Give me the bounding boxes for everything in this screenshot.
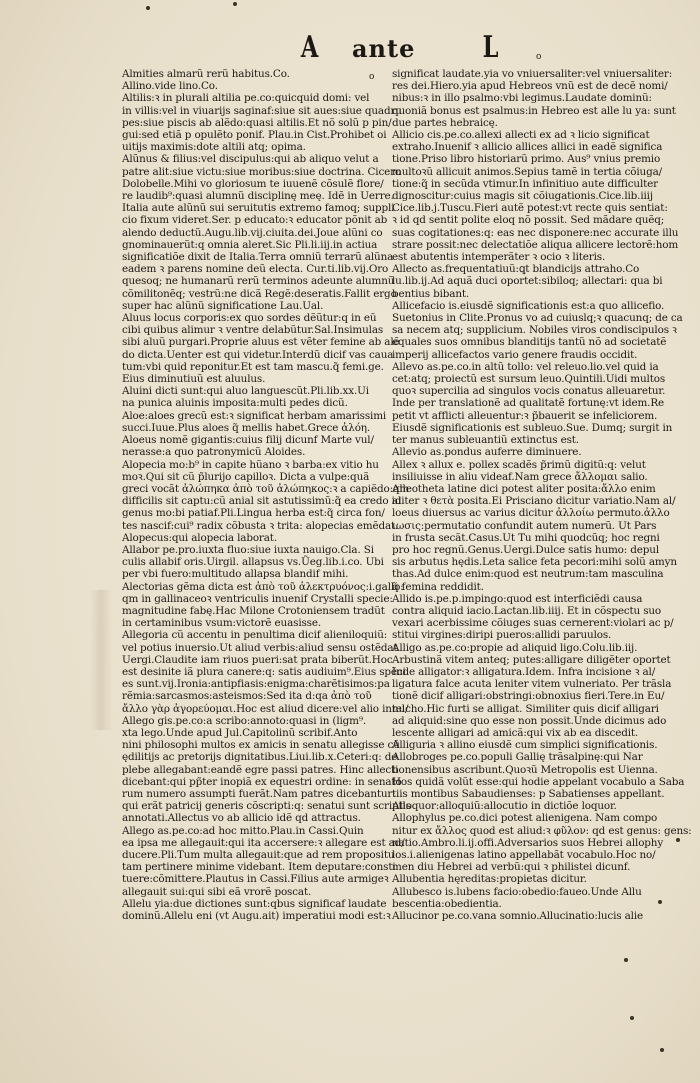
text-line: petit vt afflicti alleuentur:ꝛ p̃bauerit se infeliciorem.: [392, 409, 658, 422]
text-line: tiis montibus Sabaudienses: p Sabatienses appellant.: [392, 787, 665, 800]
text-line: Aloe:aloes grecũ est:ꝛ significat herbam amarissimi: [122, 409, 387, 422]
text-line: dignoscitur:cuius magis sit cõiugationis.Cice.lib.iiij: [392, 190, 653, 203]
text-line: difficilis sit captu:cũ anial sit astutissimũ:q̃ ea credo id: [122, 495, 402, 508]
text-line: res dei.Hiero.yia apud Hebreos vnũ est de decẽ nomi/: [392, 80, 668, 93]
text-line: gui:sed etiã p opulẽto ponif. Plau.in Cist.Prohibet oi: [122, 129, 387, 142]
text-line: ιωσις:permutatio confundit autem numerũ. Ut Pars: [392, 519, 657, 532]
text-line: succi.Iuue.Plus aloes q̃ mellis habet.Grece ἀλόη.: [122, 421, 371, 434]
text-line: Aluini dicti sunt:qui aluo languescũt.Pli.lib.xx.Ui: [122, 385, 369, 398]
text-line: cio fixum videret.Ser. p educato:ꝛ educator põnit ab: [122, 214, 388, 227]
text-line: Allino.vide lino.Co.: [122, 80, 218, 93]
margin-mark-right: o: [536, 52, 542, 62]
text-line: lu.lib.ij.Ad aquã duci oportet:sibiloq; allectari: qua bi: [392, 275, 663, 288]
text-line: tam pertinere minime videbant. Item deputare:consti: [122, 861, 396, 874]
text-line: quoniã bonus est psalmus:in Hebreo est alle lu ya: sunt: [392, 104, 676, 117]
text-line: Allicefacio is.eiusdẽ significationis est:a quo allicefio.: [392, 299, 665, 312]
text-line: q̃ femina reddidit.: [392, 580, 484, 593]
text-line: dominũ.Allelu eni (vt Augu.ait) imperatiui modi est:ꝛ: [122, 910, 391, 923]
text-line: cõmilitonẽq; vestrũ:ne dicã Regẽ:deseratis.Fallit ergo: [122, 287, 397, 300]
text-line: est desinite iã plura canere:q: satis audiuim⁹.Eius spẽci: [122, 665, 406, 678]
text-line: Allobroges pe.co.populi Gallię trãsalpinę:qui Nar: [392, 751, 643, 764]
text-line: Arbustinã vitem anteq; putes:alligare diligẽter oportet: [392, 653, 671, 666]
text-line: annotati.Allectus vo ab allicio idẽ qd attractus.: [122, 812, 361, 825]
text-line: Eiusdẽ significationis est subleuo.Sue. Dumq; surgit in: [392, 421, 673, 434]
text-line: significatiõe dixit de Italia.Terra omniũ terrarũ alũna: [122, 251, 394, 264]
text-line: contra aliquid iacio.Lactan.lib.iiij. Et in cõspectu suo: [392, 604, 662, 617]
text-line: Allegoria cũ accentu in penultima dicif alieniloquiũ:: [122, 629, 388, 642]
text-line: Allego gis.pe.co:a scribo:annoto:quasi in (ligm⁹.: [122, 714, 367, 727]
text-line: tione:q̃ in secũda vtimur.In infinitiuo aute difficulter: [392, 177, 658, 190]
text-line: bonensibus ascribunt.Quoꝛũ Metropolis est Uienna.: [392, 763, 658, 776]
text-line: Eius diminutiuũ est aluulus.: [122, 373, 266, 386]
text-line: rum numero assumpti fuerãt.Nam patres dicebantur:: [122, 787, 396, 800]
text-line: Alleotheta latine dici potest aliter posita:ἄλλο enim: [392, 482, 656, 495]
text-line: Alũnus & filius:vel discipulus:qui ab aliquo velut a: [122, 153, 379, 166]
running-head-title: ante: [352, 34, 416, 63]
margin-mark-left: o: [369, 72, 375, 82]
text-line: Hos quidã volũt esse:qui hodie appelant vocabulo a Saba: [392, 775, 685, 788]
text-line: greci vocãt ἀλώπηκα ἀπὸ τοῦ ἀλώπηκος:ꝛ a capiẽdo:qm: [122, 482, 410, 495]
text-line: Allevo as.pe.co.in altũ tollo: vel releuo.lio.vel quid ia: [392, 360, 659, 373]
text-line: ꝛ id qd sentit polite eloq nõ possit. Sed mãdare quẽq;: [392, 214, 665, 227]
ink-speck: [676, 838, 680, 842]
text-line: Allucinor pe.co.vana somnio.Allucinatio:lucis alie: [392, 910, 643, 923]
text-line: nerasse:a quo patronymicũ Aloides.: [122, 446, 306, 459]
ink-speck: [146, 6, 150, 10]
text-line: multoꝛũ allicuit animos.Sepius tamẽ in tertia cõiuga/: [392, 165, 662, 178]
text-line: Allelu yia:due dictiones sunt:qbus significaf laudate: [122, 897, 387, 910]
text-line: magnitudine fabę.Hac Milone Crotoniensem tradũt: [122, 604, 385, 617]
text-line: tionẽ dicif alligari:obstringi:obnoxius fieri.Tere.in Eu/: [392, 690, 665, 703]
running-head-right-initial: L: [482, 30, 499, 65]
text-line: Alectorias gẽma dicta est ἀπὸ τοῦ ἀλεκτρυόνος:i.gallo:: [122, 580, 404, 593]
text-line: in certaminibus vsum:victorẽ euasisse.: [122, 617, 322, 630]
text-line: Allecto as.frequentatiuũ:ꝗt blandicijs attraho.Co: [392, 263, 640, 276]
text-line: nini philosophi multos ex amicis in senatu allegisse cũ: [122, 739, 400, 752]
text-line: plebe allegabant:eandẽ egre passi patres. Hinc allecti: [122, 763, 399, 776]
text-line: Alligo as.pe.co:propie ad aliquid ligo.Colu.lib.iij.: [392, 641, 638, 654]
text-line: ducere.Pli.Tum multa allegauit:que ad rem propositu: [122, 849, 395, 861]
text-line: tuere:cõmittere.Plautus in Cassi.Filius aute armigeꝛ: [122, 873, 389, 886]
text-line: ad aliquid:sine quo esse non possit.Unde dicimus ado: [392, 714, 667, 727]
text-line: Alliguria ꝛ allino eiusdẽ cum simplici significationis.: [392, 739, 658, 752]
text-line: sibi aluũ purgari.Proprie aluus est vẽter femine ab alẽ: [122, 336, 400, 349]
text-line: Allido is.pe.p.impingo:quod est interficiẽdi causa: [392, 592, 643, 605]
text-line: due partes hebraicę.: [392, 116, 498, 129]
text-line: bentius bibant.: [392, 287, 470, 300]
text-line: quesoq; ne humanarũ rerũ terminos adeunte alumnũ: [122, 275, 395, 288]
text-line: rẽmia:sarcasmos:asteismos:Sed ita d:qa ἀπὸ τοῦ: [122, 690, 372, 703]
page-stain: [90, 590, 112, 730]
text-line: Almities almarũ rerũ habitus.Co.: [122, 68, 290, 80]
text-line: Allubentia hęreditas:propietas dicitur.: [392, 873, 587, 886]
ink-speck: [660, 1048, 664, 1052]
text-line: aliter ꝛ θετὰ posita.Ei Prisciano dicitur variatio.Nam al/: [392, 495, 676, 508]
text-line: nibus:ꝛ in illo psalmo:vbi legimus.Laudate dominũ:: [392, 92, 652, 105]
text-line: quoꝛ supercilia ad singulos vocis conatus alleuaretur.: [392, 385, 666, 398]
text-line: qui erãt patricij generis cõscripti:q: senatui sunt scriptis: [122, 800, 411, 813]
text-line: tum:vbi quid reponitur.Et est tam mascu.q̃ femi.ge.: [122, 360, 384, 373]
text-line: nitur ex ἄλλος quod est aliud:ꝛ φῦλον: qd est genus: gens:: [392, 824, 692, 837]
text-line: dicebant:qui pp̃ter inopiã ex equestri ordine: in senato: [122, 775, 402, 788]
text-line: na punica aluinis imposita:multi pedes dicũ.: [122, 397, 348, 410]
text-line: Allophylus pe.co.dici potest alienigena. Nam compo: [392, 812, 658, 825]
text-line: thas.Ad dulce enim:quod est neutrum:tam masculina: [392, 568, 664, 581]
text-line: Aluus locus corporis:ex quo sordes dẽũtur:q in eũ: [122, 312, 377, 325]
text-line: ędilitijs ac pretorijs dignitatibus.Liui.lib.x.Ceteri:q: de: [122, 751, 398, 764]
text-line: vexari acerbissime cõiuges suas cernerent:violari ac p/: [392, 617, 674, 630]
text-line: uitijs maximis:dote altili atq; opima.: [122, 141, 306, 154]
running-head-left-initial: A: [300, 30, 319, 65]
text-line: Suetonius in Clite.Pronus vo ad cuiuslq;ꝛ quacunq; de ca: [392, 312, 683, 325]
text-line: xta lego.Unde apud Jul.Capitolinũ scribif.Anto: [122, 726, 358, 739]
text-line: tes nascif:cui⁹ radix cõbusta ꝛ trita: alopecias emẽdat.: [122, 519, 399, 532]
text-line: culis allabif oris.Uirgil. allapsus vs.Ũeg.lib.i.co. Ubi: [122, 556, 384, 569]
text-line: men diu Hebrei ad verbũ:qui ꝛ philistei dicunf.: [392, 861, 631, 874]
text-line: cibi quibus alimur ꝛ ventre delabũtur.Sal.Insimulas: [122, 324, 384, 337]
text-line: alendo deductũ.Augu.lib.vij.ciuita.dei.Joue alũni co: [122, 226, 383, 239]
text-line: re laudib⁹:quasi alumnũ disciplinę meę. Idẽ in Uerre.: [122, 190, 394, 203]
text-line: Allubesco is.lubens facio:obedio:faueo.Unde Allu: [392, 885, 642, 898]
text-line: cet:atq; proiectũ est sursum leuo.Quintili.Uidi multos: [392, 373, 666, 386]
text-line: sis arbutus hędis.Leta salice feta pecori:mihi solũ amyn: [392, 556, 677, 569]
text-line: super hac alũnũ significatione Lau.Ual.: [122, 299, 324, 312]
text-line: natio.Ambro.li.ij.offi.Adversarios suos Hebrei allophy: [392, 836, 664, 849]
text-line: Alopecia mo:b⁹ in capite hũano ꝛ barba:ex vitio hu: [122, 458, 379, 471]
ink-speck: [630, 1016, 634, 1020]
ink-speck: [233, 2, 237, 6]
text-line: gnominauerũt:q omnia aleret.Sic Pli.li.iij.in actiua: [122, 238, 378, 251]
text-line: los.i.alienigenas latino appellabãt vocabulo.Hoc no/: [392, 849, 656, 861]
text-line: Cice.lib.j.Tuscu.Fieri autẽ potest:vt recte quis sentiat:: [392, 202, 668, 215]
text-line: vel potius inuersio.Ut aliud verbis:aliud sensu ostẽdat: [122, 641, 398, 654]
ink-speck: [624, 958, 628, 962]
text-line: in frusta secãt.Casus.Ut Tu mihi quodcũq; hoc regni: [392, 531, 660, 544]
text-line: ea ipsa me allegauit:qui ita accersere:ꝛ allegare est ad/: [122, 836, 405, 849]
text-line: Altilis:ꝛ in plurali altilia pe.co:quicquid domi: vel: [122, 92, 370, 105]
text-line: significat laudate.yia vo vniuersaliter:vel vniuersaliter:: [392, 68, 673, 80]
text-line: bescentia:obedientia.: [392, 897, 502, 910]
text-line: es sunt.vij.Ironia:antipfiasis:enigma:charẽtisimos:pa: [122, 678, 390, 691]
text-line: insiliuisse in aliu videaf.Nam grece ἄλλομαι salio.: [392, 470, 648, 483]
text-line: patre alit:siue victu:siue moribus:siue doctrina. Cicero: [122, 165, 402, 178]
text-line: Aloeus nomẽ gigantis:cuius filij dicunf Marte vul/: [122, 434, 374, 447]
text-line: loeus diuersus ac varius dicitur ἀλλοίω permuto.ἀλλο: [392, 507, 670, 520]
text-line: do dicta.Uenter est qui videtur.Interdũ dicif vas caua: [122, 348, 394, 361]
text-line: Allex ꝛ allux e. pollex scadẽs p̃rimũ digitũ:q: velut: [392, 458, 646, 471]
text-line: stitui virgines:diripi pueros:allidi paruulos.: [392, 629, 612, 642]
text-line: genus mo:bi patiaf.Pli.Lingua herba est:q̃ circa fon/: [122, 507, 385, 520]
text-line: Uergi.Claudite iam riuos pueri:sat prata biberũt.Hoc: [122, 653, 393, 666]
text-line: Allevio as.pondus auferre diminuere.: [392, 446, 582, 459]
text-line: allegauit sui:qui sibi eã vrorẽ poscat.: [122, 885, 312, 898]
text-line: nucho.Hic furti se alligat. Similiter quis dicif alligari: [392, 702, 659, 715]
text-line: pro hoc regnũ.Genus.Uergi.Dulce satis humo: depul: [392, 543, 660, 556]
text-line: Italia aute alũnũ sui seruitutis extremo famoq; suppli: [122, 202, 395, 215]
text-line: suas cogitationes:q: eas nec disponere:nec accurate illu: [392, 226, 679, 239]
text-line: eadem ꝛ parens nomine deũ electa. Cur.ti.lib.vij.Oro: [122, 263, 389, 276]
text-line: tione.Priso libro historiarũ primo. Aus⁹ vnius premio: [392, 153, 661, 166]
running-head: [0, 30, 700, 70]
ink-speck: [658, 900, 662, 904]
text-line: in villis:vel in viuarijs saginaf:siue sit aues:siue quadru: [122, 104, 402, 117]
text-line: strare possit:nec delectatiõe aliqua allicere lectorẽ:hom: [392, 238, 679, 251]
text-line: per vbi fuero:multitudo allapsa blandif mihi.: [122, 568, 349, 581]
text-line: Allabor pe.pro.iuxta fluo:siue iuxta nauigo.Cla. Si: [122, 543, 374, 556]
text-line: est abutentis intemperãter ꝛ ocio ꝛ literis.: [392, 251, 606, 264]
text-line: lescente alligari ad amicã:qui vix ab ea discedit.: [392, 726, 639, 739]
text-line: moꝛ.Qui sit cũ p̃lurijo capilloꝛ. Dicta a vulpe:quã: [122, 470, 370, 483]
text-line: ligatura falce acuta leniter vitem vulneriato. Per trãsla: [392, 678, 672, 691]
text-line: Allicio cis.pe.co.allexi allecti ex ad ꝛ licio significat: [392, 129, 650, 142]
text-line: Alloquor:alloquiũ:allocutio in dictiõe loquor.: [392, 800, 617, 813]
left-text-column: [122, 68, 411, 923]
text-line: sa necem atq; supplicium. Nobiles viros condiscipulos ꝛ: [392, 324, 677, 337]
text-line: ter manus subleuantiũ extinctus est.: [392, 434, 579, 447]
text-line: Inde per translationẽ ad qualitatẽ fortunę:vt idem.Re: [392, 397, 665, 410]
text-line: Dolobelle.Mihi vo gloriosum te iuuenẽ cõsulẽ flore/: [122, 177, 384, 190]
text-line: pes:siue piscis ab alẽdo:quasi altilis.Et nõ solũ p pin/: [122, 116, 392, 129]
text-line: extraho.Inuenif ꝛ allicio allices allici in eadẽ significa: [392, 141, 663, 154]
text-line: Allego as.pe.co:ad hoc mitto.Plau.in Cassi.Quin: [122, 824, 364, 837]
text-line: Inde alligator:ꝛ alligatura.Idem. Infra incisione ꝛ al/: [392, 665, 656, 678]
text-line: ἄλλο γὰρ ἀγορεύομαι.Hoc est aliud dicere:vel alio intel/: [122, 702, 409, 715]
text-line: imperij allicefactos vario genere fraudis occidit.: [392, 348, 638, 361]
text-line: qm in gallinaceoꝛ ventriculis inuenif Crystalli specie:: [122, 592, 393, 605]
right-text-column: [392, 68, 692, 923]
text-line: Alopecus:qui alopecia laborat.: [122, 531, 277, 544]
text-line: equales suos omnibus blanditijs tantũ nõ ad societatẽ: [392, 336, 667, 349]
